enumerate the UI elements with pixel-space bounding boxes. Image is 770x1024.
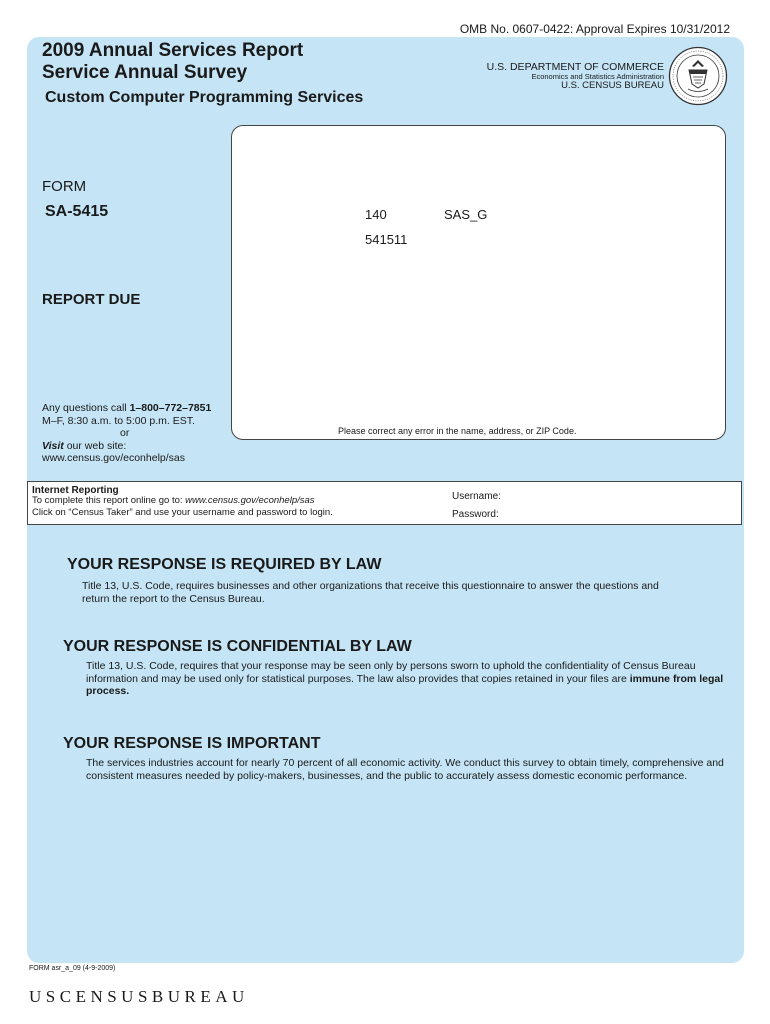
contact-info xyxy=(42,402,211,465)
phone-number: 1–800–772–7851 xyxy=(129,402,212,414)
required-by-law-text: Title 13, U.S. Code, requires businesses and other organizations that receive this questionnaire to answer the questions and return the report to the Census Bureau. xyxy=(82,580,659,605)
survey-title: Service Annual Survey xyxy=(42,62,248,83)
important-heading: YOUR RESPONSE IS IMPORTANT xyxy=(63,735,321,752)
census-bureau-wordmark: USCENSUSBUREAU xyxy=(29,987,249,1006)
confidential-paragraph xyxy=(86,660,736,698)
confidential-text: Title 13, U.S. Code, requires that your response may be seen only by persons sworn to uphold the confidentiality of Census Bureau information and may be used only for statistical purposes. The law also provides that copies retained in your files are xyxy=(86,660,696,685)
login-instructions: Click on “Census Taker” and use your username and password to login. xyxy=(32,507,333,518)
online-instructions: To complete this report online go to: xyxy=(32,495,186,506)
address-correction-note: Please correct any error in the name, address, or ZIP Code. xyxy=(338,426,577,436)
immune-text: immune from legal process. xyxy=(86,672,724,698)
department-block xyxy=(487,62,664,91)
form-number: SA-5415 xyxy=(45,203,109,220)
visit-text: our web site: xyxy=(63,439,127,452)
omb-number: OMB No. 0607-0422: Approval Expires 10/31/2012 xyxy=(459,22,730,36)
department-of-commerce-seal-icon xyxy=(668,46,728,106)
username-label: Username: xyxy=(452,491,501,502)
or-text: or xyxy=(120,427,130,440)
important-text: The services industries account for nearly 70 percent of all economic activity. We conduct this survey to obtain timely, comprehensive and consistent measures needed by policy-makers, businesses, and the public to accurately assess domestic economic performance. xyxy=(86,757,724,782)
hours-text: M–F, 8:30 a.m. to 5:00 p.m. EST. xyxy=(42,414,195,427)
survey-code: SAS_G xyxy=(444,207,488,222)
naics-code: 541511 xyxy=(365,232,408,247)
password-label: Password: xyxy=(452,509,499,520)
internet-reporting-line1 xyxy=(32,495,315,506)
report-title: 2009 Annual Services Report xyxy=(42,40,304,61)
website-link[interactable]: www.census.gov/econhelp/sas xyxy=(42,452,185,465)
required-by-law-heading: YOUR RESPONSE IS REQUIRED BY LAW xyxy=(67,556,382,573)
questions-text: Any questions call xyxy=(42,402,130,414)
department-name: U.S. DEPARTMENT OF COMMERCE xyxy=(486,61,664,73)
online-url[interactable]: www.census.gov/econhelp/sas xyxy=(185,495,315,506)
control-code: 140 xyxy=(365,207,387,222)
bureau-name: U.S. CENSUS BUREAU xyxy=(561,79,664,91)
visit-label: Visit xyxy=(42,439,64,452)
mailing-address-box xyxy=(231,125,726,440)
confidential-heading: YOUR RESPONSE IS CONFIDENTIAL BY LAW xyxy=(63,638,412,655)
form-label: FORM xyxy=(42,178,87,195)
form-identifier: FORM asr_a_09 (4-9-2009) xyxy=(29,965,116,972)
industry-title: Custom Computer Programming Services xyxy=(45,89,364,106)
administration-name: Economics and Statistics Administration xyxy=(531,72,664,82)
internet-reporting-title: Internet Reporting xyxy=(32,485,119,496)
report-due-label: REPORT DUE xyxy=(42,291,141,308)
